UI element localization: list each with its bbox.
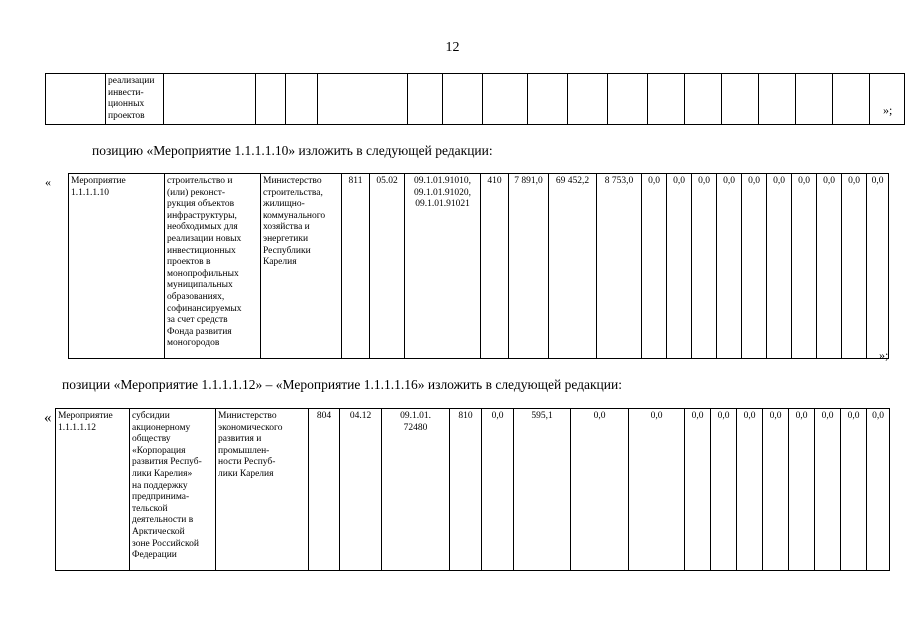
table-cell bbox=[408, 74, 443, 125]
table-cell-text: реализации инвести- ционных проектов bbox=[106, 74, 164, 125]
table-cell: 595,1 bbox=[514, 409, 571, 571]
table-cell bbox=[648, 74, 685, 125]
table-cell: Министерство экономического развития и промышлен- ности Респуб- лики Карелия bbox=[216, 409, 309, 571]
table-cell: Министерство строительства, жилищно- коммунального хозяйства и энергетики Республики Карелия bbox=[261, 174, 342, 359]
table-cell: 0,0 bbox=[717, 174, 742, 359]
table-cell: 0,0 bbox=[789, 409, 815, 571]
table-cell: 0,0 bbox=[763, 409, 789, 571]
table-cell: Мероприятие 1.1.1.1.12 bbox=[56, 409, 130, 571]
opening-quote-2: « bbox=[45, 175, 51, 189]
table-cell: 04.12 bbox=[340, 409, 382, 571]
table-cell: Мероприятие 1.1.1.1.10 bbox=[69, 174, 165, 359]
table-cell bbox=[483, 74, 528, 125]
table-measure-12 bbox=[55, 408, 890, 571]
table-cell: 09.1.01.91010, 09.1.01.91020, 09.1.01.91021 bbox=[405, 174, 481, 359]
table-cell: 0,0 bbox=[867, 409, 890, 571]
table-cell bbox=[164, 74, 256, 125]
table-cell bbox=[722, 74, 759, 125]
table-cell: 8 753,0 bbox=[597, 174, 642, 359]
table-cell: 0,0 bbox=[685, 409, 711, 571]
table-cell bbox=[528, 74, 568, 125]
table-cell: 0,0 bbox=[642, 174, 667, 359]
table-cell: субсидии акционерному обществу «Корпорация развития Респуб- лики Карелия» на поддержку предпринима- тельской деятельности в Арктической зоне Российской Федерации bbox=[130, 409, 216, 571]
page-number: 12 bbox=[445, 40, 460, 55]
table-cell bbox=[318, 74, 408, 125]
table-cell bbox=[759, 74, 796, 125]
table-cell: строительство и (или) реконст- рукция объектов инфраструктуры, необходимых для реализации новых инвестиционных проектов в монопрофильных муниципальных образованиях, софинансируемых за счет средств Фонда развития моногородов bbox=[165, 174, 261, 359]
table-cell bbox=[286, 74, 318, 125]
table-cell: 410 bbox=[481, 174, 509, 359]
closing-quote-2: »; bbox=[879, 348, 889, 362]
table-cell bbox=[608, 74, 648, 125]
table-cell: 0,0 bbox=[792, 174, 817, 359]
table-cell: 804 bbox=[309, 409, 340, 571]
table-cell: 0,0 bbox=[867, 174, 889, 359]
table-cell bbox=[833, 74, 870, 125]
table-cell: 0,0 bbox=[742, 174, 767, 359]
table-cell: 0,0 bbox=[767, 174, 792, 359]
table-cell: 810 bbox=[450, 409, 482, 571]
table-cell: 0,0 bbox=[815, 409, 841, 571]
table-fragment-top bbox=[45, 73, 905, 125]
table-cell: 0,0 bbox=[571, 409, 629, 571]
paragraph-1: позицию «Мероприятие 1.1.1.1.10» изложить в следующей редакции: bbox=[92, 143, 493, 158]
table-cell bbox=[685, 74, 722, 125]
opening-quote-3: « bbox=[44, 410, 52, 426]
table-cell: 0,0 bbox=[842, 174, 867, 359]
table-cell: 0,0 bbox=[692, 174, 717, 359]
table-cell: 0,0 bbox=[817, 174, 842, 359]
table-cell: 0,0 bbox=[667, 174, 692, 359]
table-cell: 05.02 bbox=[370, 174, 405, 359]
table-measure-10 bbox=[68, 173, 889, 359]
table-cell: 0,0 bbox=[711, 409, 737, 571]
table-cell bbox=[796, 74, 833, 125]
table-cell: 0,0 bbox=[629, 409, 685, 571]
closing-quote-1: »; bbox=[883, 103, 893, 117]
table-cell bbox=[568, 74, 608, 125]
table-cell bbox=[46, 74, 106, 125]
table-cell bbox=[256, 74, 286, 125]
table-cell: 811 bbox=[342, 174, 370, 359]
table-cell: 0,0 bbox=[482, 409, 514, 571]
table-cell: 69 452,2 bbox=[549, 174, 597, 359]
paragraph-2: позиции «Мероприятие 1.1.1.1.12» – «Мероприятие 1.1.1.1.16» изложить в следующей редакции: bbox=[62, 377, 622, 392]
table-cell bbox=[443, 74, 483, 125]
table-cell: 0,0 bbox=[737, 409, 763, 571]
table-cell: 7 891,0 bbox=[509, 174, 549, 359]
table-cell: 09.1.01. 72480 bbox=[382, 409, 450, 571]
table-cell: 0,0 bbox=[841, 409, 867, 571]
